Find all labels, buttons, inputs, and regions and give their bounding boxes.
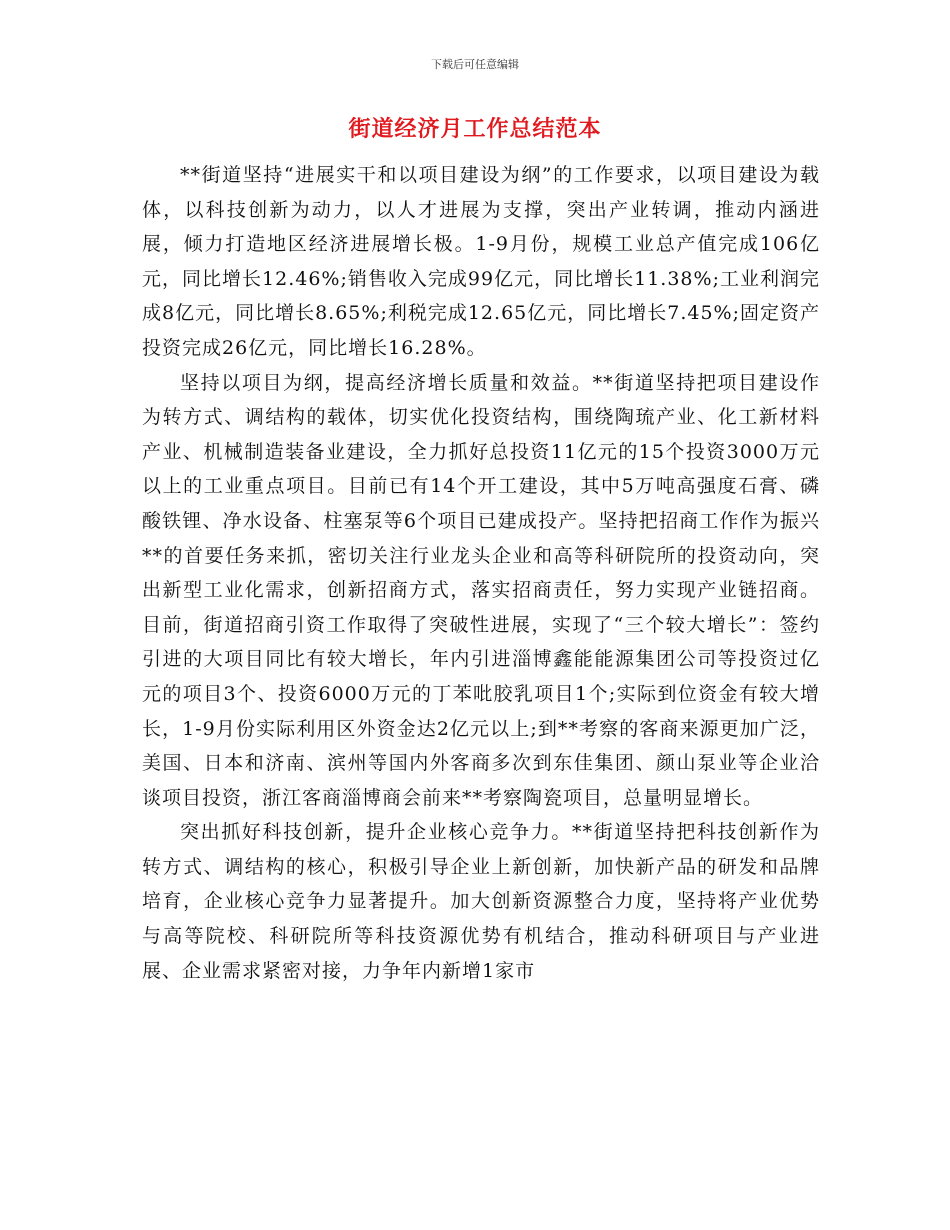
paragraph-1: **街道坚持“进展实干和以项目建设为纲”的工作要求，以项目建设为载体，以科技创新为动力，以人才进展为支撑，突出产业转调，推动内涵进展，倾力打造地区经济进展增长极。1-9月份，规模工业总产值完成106亿元，同比增长12.46%;销售收入完成99亿元，同比增长11.38%;工业利润完成8亿元，同比增长8.65%;利税完成12.65亿元，同比增长7.45%;固定资产投资完成26亿元，同比增长16.28%。: [142, 164, 821, 359]
header-note: 下载后可任意编辑: [431, 58, 519, 71]
document-title: 街道经济月工作总结范本: [348, 117, 602, 142]
document-body: [142, 158, 820, 988]
paragraph-3: 突出抓好科技创新，提升企业核心竞争力。**街道坚持把科技创新作为转方式、调结构的核心，积极引导企业上新创新，加快新产品的研发和品牌培育，企业核心竞争力显著提升。加大创新资源整合力度，坚持将产业优势与高等院校、科研院所等科技资源优势有机结合，推动科研项目与产业进展、企业需求紧密对接，力争年内新增1家市: [142, 821, 820, 982]
paragraph-2: 坚持以项目为纲，提高经济增长质量和效益。**街道坚持把项目建设作为转方式、调结构的载体，切实优化投资结构，围绕陶琉产业、化工新材料产业、机械制造装备业建设，全力抓好总投资11亿元的15个投资3000万元以上的工业重点项目。目前已有14个开工建设，其中5万吨高强度石膏、磷酸铁锂、净水设备、柱塞泵等6个项目已建成投产。坚持把招商工作作为振兴**的首要任务来抓，密切关注行业龙头企业和高等科研院所的投资动向，突出新型工业化需求，创新招商方式，落实招商责任，努力实现产业链招商。目前，街道招商引资工作取得了突破性进展，实现了“三个较大增长”：签约引进的大项目同比有较大增长，年内引进淄博鑫能能源集团公司等投资过亿元的项目3个、投资6000万元的丁苯吡胶乳项目1个;实际到位资金有较大增长，1-9月份实际利用区外资金达2亿元以上;到**考察的客商来源更加广泛，美国、日本和济南、滨州等国内外客商多次到东佳集团、颜山泵业等企业洽谈项目投资，浙江客商淄博商会前来**考察陶瓷项目，总量明显增长。: [142, 371, 820, 809]
